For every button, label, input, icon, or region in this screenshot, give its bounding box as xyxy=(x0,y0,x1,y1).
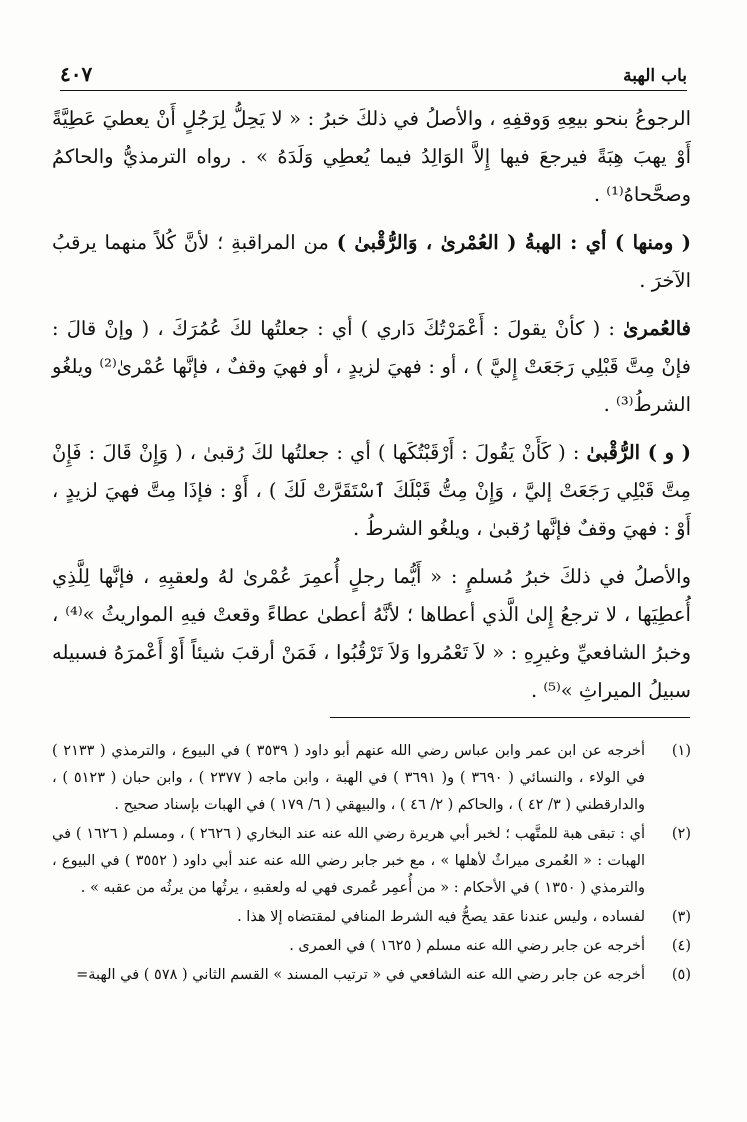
footnote-number: (٢) xyxy=(671,826,691,842)
footnote xyxy=(52,962,691,989)
page-number: ٤٠٧ xyxy=(60,62,93,86)
text-run-bold: ( ومنها ) أي : الهبةُ xyxy=(516,231,691,254)
text-run-bold: فالعُمرىٰ xyxy=(623,317,691,340)
footnotes xyxy=(52,738,691,991)
footnote xyxy=(52,933,691,960)
footnote-text: لفساده ، وليس عندنا عقد يصحُّ فيه الشرط المنافي لمقتضاه إلا هذا . xyxy=(237,909,645,925)
paragraph-umra xyxy=(52,310,691,424)
text-run: والأصلُ في ذلكَ خبرُ مُسلمٍ : « أَيُّما رجلٍ أُعمِرَ عُمْرىٰ لهُ ولعقبِهِ ، فإنَّها لِلَّذِي أُعطِيَها ، لا ترجعُ إِلىٰ الَّذي أعطاها ؛ لأنَّهُ أعطىٰ عطاءً وقعتْ فيهِ المواريثُ »⁽⁴⁾ ، وخبرُ الشافعيِّ وغيرِهِ : « لاَ تَعْمُروا وَلاَ تَرْقُبُوا ، فَمَنْ أرقبَ شيئاً أَوْ أَعْمرَهُ فسبيله سبيلُ الميراثِ »⁽⁵⁾ . xyxy=(52,565,691,702)
footnote-number: (٥) xyxy=(671,967,691,983)
text-run: : ( كَأَنْ يَقُولَ : أَرْقَبْتُكَها ) أي : جعلتُها لكَ رُقبىٰ ، ( وَإِنْ قَالَ : فَإِنْ مِتَّ قَبْلِي رَجَعَتْ إليَّ ، وَإِنْ مِتُّ قَبْلَكَ ٱسْتَقَرَّتْ لَكَ ) ، أَوْ : فإذَا مِتَّ فهيَ لزيدٍ ، أَوْ : فهيَ وقفٌ فإنَّها رُقبىٰ ، ويلغُو الشرطُ . xyxy=(52,441,691,540)
footnote-text: أخرجه عن جابر رضي الله عنه مسلم ( ١٦٢٥ ) في العمرى . xyxy=(289,938,645,954)
footnote-number: (٤) xyxy=(671,938,691,954)
footnote-number: (١) xyxy=(671,743,691,759)
footnote-number: (٣) xyxy=(671,909,691,925)
chapter-title: باب الهبة xyxy=(623,66,687,86)
text-run-bold: ( و ) الرُّقْبىٰ xyxy=(586,441,691,464)
paragraph-umra-ruqba-definition xyxy=(52,224,691,300)
text-run-bold: ( العُمْرىٰ ، وَالرُّقْبىٰ ) xyxy=(336,231,517,254)
text-run: من المراقبةِ ؛ لأنَّ كُلاً منهما يرقبُ الآخرَ . xyxy=(52,231,691,292)
footnote-divider xyxy=(330,717,690,718)
footnote-text: أي : تبقى هبة للمتَّهب ؛ لخبر أبي هريرة رضي الله عنه عند البخاري ( ٢٦٢٦ ) ، ومسلم ( ١٦٢٦ ) في الهبات : « العُمرى ميراثٌ لأهلها » ، مع خبر جابر رضي الله عنه عند أبي داود ( ٣٥٥٢ ) في البيوع ، والترمذي ( ١٣٥٠ ) في الأحكام : « من أُعمِر عُمرى فهي له ولعقبهِ ، يرثُها من يرثُه من عقبه » . xyxy=(52,826,645,896)
main-text xyxy=(52,100,691,720)
footnote xyxy=(52,738,691,819)
footnote xyxy=(52,821,691,902)
paragraph-hadith-return xyxy=(52,100,691,214)
footnote-text: أخرجه عن ابن عمر وابن عباس رضي الله عنهم أبو داود ( ٣٥٣٩ ) في البيوع ، والترمذي ( ٢١٣٣ ) في الولاء ، والنسائي ( ٣٦٩٠ ) و( ٣٦٩١ ) في الهبة ، وابن ماجه ( ٢٣٧٧ ) ، وابن حبان ( ٥١٢٣ ) ، والدارقطني ( ٣/ ٤٢ ) ، والحاكم ( ٢/ ٤٦ ) ، والبيهقي ( ٦/ ١٧٩ ) في الهبات بإسناد صحيح . xyxy=(52,743,645,813)
footnote-text: أخرجه عن جابر رضي الله عنه الشافعي في « ترتيب المسند » القسم الثاني ( ٥٧٨ ) في الهبة= xyxy=(76,967,645,983)
text-run: الرجوعُ بنحو بيعِهِ وَوقفِهِ ، والأصلُ في ذلكَ خبرُ : « لا يَحِلُّ لِرَجُلٍ أَنْ يعطيَ عَطِيَّةً أَوْ يهبَ هِبَةً فيرجعَ فيها إِلاَّ الوَالِدُ فيما يُعطِي وَلَدَهُ » . رواه الترمذيُّ والحاكمُ وصحَّحاهُ⁽¹⁾ . xyxy=(52,107,691,206)
paragraph-ruqba xyxy=(52,434,691,548)
paragraph-evidence xyxy=(52,558,691,710)
running-head xyxy=(60,56,687,91)
text-run: : ( كأنْ يقولَ : أَعْمَرْتُكَ دَاري ) أي : جعلتُها لكَ عُمُرَكَ ، ( وإنْ قالَ : فإنْ مِتَّ قَبْلِي رَجَعَتْ إِليَّ ) ، أو : فهيَ لزيدٍ ، أو فهيَ وقفٌ ، فإنَّها عُمْرىٰ⁽²⁾ ويلغُو الشرطُ⁽³⁾ . xyxy=(52,317,691,416)
footnote xyxy=(52,904,691,931)
